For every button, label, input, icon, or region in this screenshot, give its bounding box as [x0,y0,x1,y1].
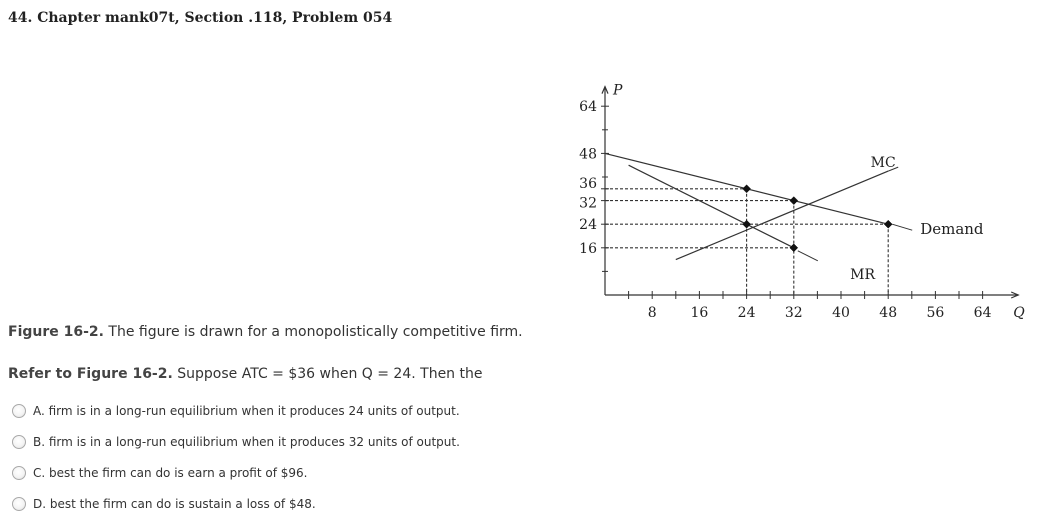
question-ref: Refer to Figure 16-2. [8,366,173,382]
option-c[interactable] [12,457,460,488]
option-d-label: D. best the firm can do is sustain a loss of $48. [33,496,316,511]
radio-button-b[interactable] [12,435,26,449]
figure-caption-text: The figure is drawn for a monopolistically competitive firm. [103,324,523,340]
x-tick-label-64: 64 [973,305,992,321]
option-d[interactable] [12,488,460,519]
label-demand: Demand [920,220,984,239]
option-a[interactable] [12,395,460,426]
curve-mc [676,171,888,260]
label-mr: MR [850,266,876,283]
option-b[interactable] [12,426,460,457]
y-tick-label-32: 32 [579,195,597,212]
label-mc: MC [870,155,896,172]
figure-caption [8,324,523,340]
answer-options [12,395,460,519]
option-a-label: A. firm is in a long-run equilibrium when it produces 24 units of output. [33,403,460,418]
x-tick-label-56: 56 [926,305,945,321]
x-axis-label: Q [1013,305,1025,321]
marker-point-4 [790,244,798,252]
x-tick-label-32: 32 [784,305,803,321]
x-tick-label-16: 16 [690,305,709,321]
y-tick-label-64: 64 [579,99,597,116]
marker-point-3 [790,197,798,205]
x-tick-label-48: 48 [879,305,898,321]
y-tick-label-48: 48 [579,146,597,163]
figure-caption-label: Figure 16-2. [8,324,104,340]
radio-button-d[interactable] [12,497,26,511]
problem-title: 44. Chapter mank07t, Section .118, Problem 054 [8,10,393,26]
marker-point-1 [743,185,751,193]
marker-point-2 [743,220,751,228]
x-tick-label-40: 40 [832,305,850,321]
y-tick-label-36: 36 [579,175,597,192]
mr-leader [798,251,818,261]
y-tick-label-16: 16 [579,240,597,257]
curve-mr [629,165,794,248]
radio-button-c[interactable] [12,466,26,480]
radio-button-a[interactable] [12,404,26,418]
y-tick-label-24: 24 [579,217,597,234]
x-tick-label-8: 8 [647,305,657,321]
option-c-label: C. best the firm can do is earn a profit of $96. [33,465,308,480]
figure-16-2 [560,60,1040,330]
x-tick-label-24: 24 [737,305,756,321]
question-text: Suppose ATC = $36 when Q = 24. Then the [172,366,483,382]
option-b-label: B. firm is in a long-run equilibrium when it produces 32 units of output. [33,434,460,449]
marker-point-5 [884,220,892,228]
demand-leader [892,224,912,230]
y-axis-label: P [613,82,623,99]
question-stem [8,366,482,382]
chart-svg [560,60,1040,330]
